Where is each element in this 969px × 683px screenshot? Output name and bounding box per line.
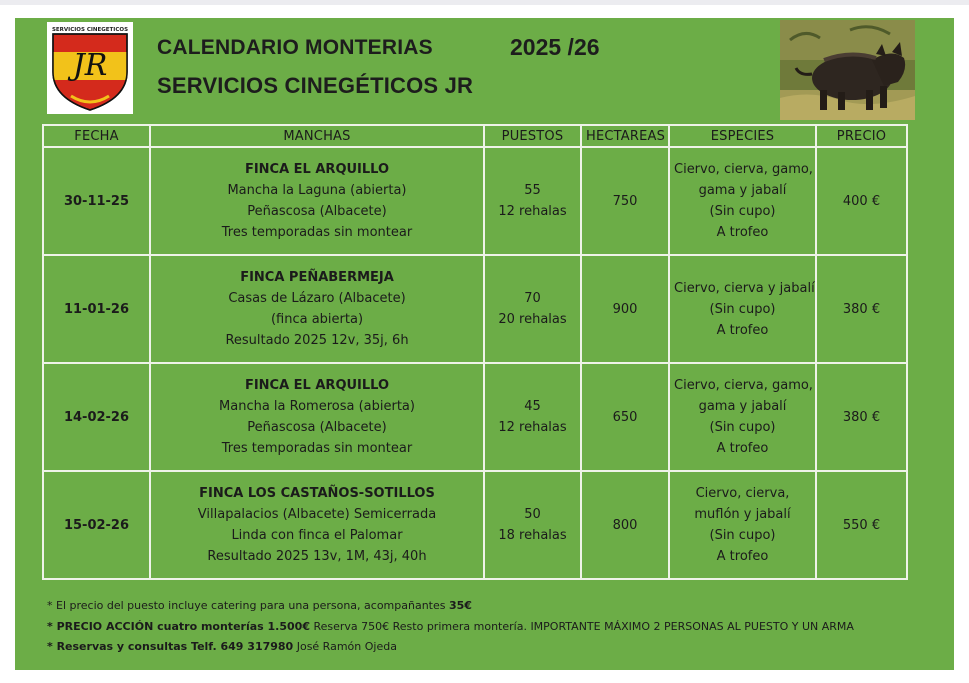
puestos-count: 50 xyxy=(524,507,541,522)
hectareas-cell: 800 xyxy=(581,471,669,579)
note-catering xyxy=(47,596,854,617)
especies-line: muflón y jabalí xyxy=(694,507,791,522)
especies-line: A trofeo xyxy=(716,322,769,338)
page-title: CALENDARIO MONTERIAS xyxy=(157,36,433,59)
rehalas-count: 12 rehalas xyxy=(498,420,567,435)
manchas-cell xyxy=(150,147,484,255)
note-price: 35€ xyxy=(448,599,472,612)
manchas-cell xyxy=(150,471,484,579)
note-text: Reserva 750€ Resto primera montería. IMPORTANTE MÁXIMO 2 PERSONAS AL PUESTO Y UN ARMA xyxy=(309,619,854,633)
mancha-line: Linda con finca el Palomar xyxy=(231,528,403,543)
table-header-row xyxy=(43,125,907,147)
hectareas-cell: 900 xyxy=(581,255,669,363)
finca-name: FINCA LOS CASTAÑOS-SOTILLOS xyxy=(199,486,435,501)
column-header-hectareas: HECTAREAS xyxy=(581,125,669,147)
finca-name: FINCA EL ARQUILLO xyxy=(244,378,390,393)
fecha-cell: 15-02-26 xyxy=(43,471,150,579)
especies-line: Ciervo, cierva, gamo, xyxy=(674,162,813,177)
especies-line: (Sin cupo) xyxy=(709,420,776,435)
note-bold: * Reservas y consultas Telf. 649 317980 xyxy=(47,640,294,653)
logo-initials: JR xyxy=(72,48,108,83)
especies-cell xyxy=(669,471,816,579)
column-header-especies: ESPECIES xyxy=(669,125,816,147)
note-text: José Ramón Ojeda xyxy=(293,640,397,653)
especies-cell xyxy=(669,255,816,363)
especies-line: A trofeo xyxy=(716,225,769,240)
puestos-count: 70 xyxy=(524,291,541,306)
especies-line: (Sin cupo) xyxy=(709,528,776,543)
especies-line: gama y jabalí xyxy=(698,183,787,198)
fecha-cell: 14-02-26 xyxy=(43,363,150,471)
mancha-line: Mancha la Romerosa (abierta) xyxy=(219,399,415,414)
hectareas-cell: 750 xyxy=(581,147,669,255)
manchas-cell xyxy=(150,363,484,471)
rehalas-count: 20 rehalas xyxy=(498,312,567,327)
rehalas-count: 12 rehalas xyxy=(498,204,567,219)
table-row xyxy=(43,363,907,471)
table-row xyxy=(43,147,907,255)
note-text: * El precio del puesto incluye catering para una persona, acompañantes xyxy=(47,599,449,612)
especies-line: Ciervo, cierva y jabalí xyxy=(674,280,815,296)
top-border xyxy=(0,0,969,5)
mancha-line: Tres temporadas sin montear xyxy=(221,225,413,240)
wild-boar-photo xyxy=(780,20,915,120)
mancha-line: Resultado 2025 12v, 35j, 6h xyxy=(225,333,409,348)
mancha-line: Villapalacios (Albacete) Semicerrada xyxy=(197,507,437,522)
rehalas-count: 18 rehalas xyxy=(498,528,567,543)
company-logo xyxy=(47,22,133,114)
especies-cell xyxy=(669,363,816,471)
column-header-fecha: FECHA xyxy=(43,125,150,147)
hectareas-cell: 650 xyxy=(581,363,669,471)
note-reservas xyxy=(47,637,854,658)
puestos-cell xyxy=(484,255,581,363)
especies-line: gama y jabalí xyxy=(698,399,787,414)
especies-line: (Sin cupo) xyxy=(709,204,776,219)
hunting-calendar-table xyxy=(42,124,908,580)
finca-name: FINCA EL ARQUILLO xyxy=(244,162,390,177)
note-precio-accion xyxy=(47,617,854,638)
column-header-puestos: PUESTOS xyxy=(484,125,581,147)
note-bold: * PRECIO ACCIÓN cuatro monterías 1.500€ xyxy=(47,619,310,633)
mancha-line: Casas de Lázaro (Albacete) xyxy=(228,291,406,306)
especies-line: Ciervo, cierva, gamo, xyxy=(674,378,813,393)
puestos-cell xyxy=(484,363,581,471)
mancha-line: Mancha la Laguna (abierta) xyxy=(227,183,407,198)
puestos-cell xyxy=(484,471,581,579)
especies-line: A trofeo xyxy=(716,549,769,564)
footnotes xyxy=(47,596,854,658)
company-name: SERVICIOS CINEGÉTICOS JR xyxy=(157,73,474,98)
puestos-count: 55 xyxy=(524,183,541,198)
mancha-line: Peñascosa (Albacete) xyxy=(247,204,387,219)
calendar-panel xyxy=(15,18,954,670)
especies-cell xyxy=(669,147,816,255)
season-label: 2025 /26 xyxy=(510,34,600,60)
mancha-line: Tres temporadas sin montear xyxy=(221,441,413,456)
especies-line: (Sin cupo) xyxy=(709,301,776,317)
especies-line: Ciervo, cierva, xyxy=(695,486,790,501)
mancha-line: Peñascosa (Albacete) xyxy=(247,420,387,435)
fecha-cell: 11-01-26 xyxy=(43,255,150,363)
precio-cell: 380 € xyxy=(816,363,907,471)
column-header-manchas: MANCHAS xyxy=(150,125,484,147)
puestos-cell xyxy=(484,147,581,255)
table-row xyxy=(43,255,907,363)
precio-cell: 400 € xyxy=(816,147,907,255)
finca-name: FINCA PEÑABERMEJA xyxy=(240,270,394,285)
puestos-count: 45 xyxy=(524,399,541,414)
especies-line: A trofeo xyxy=(716,441,769,456)
mancha-line: (finca abierta) xyxy=(270,312,364,327)
manchas-cell xyxy=(150,255,484,363)
table-row xyxy=(43,471,907,579)
precio-cell: 380 € xyxy=(816,255,907,363)
logo-text: SERVICIOS CINEGETICOS xyxy=(51,27,129,33)
column-header-precio: PRECIO xyxy=(816,125,907,147)
precio-cell: 550 € xyxy=(816,471,907,579)
fecha-cell: 30-11-25 xyxy=(43,147,150,255)
mancha-line: Resultado 2025 13v, 1M, 43j, 40h xyxy=(207,549,427,564)
